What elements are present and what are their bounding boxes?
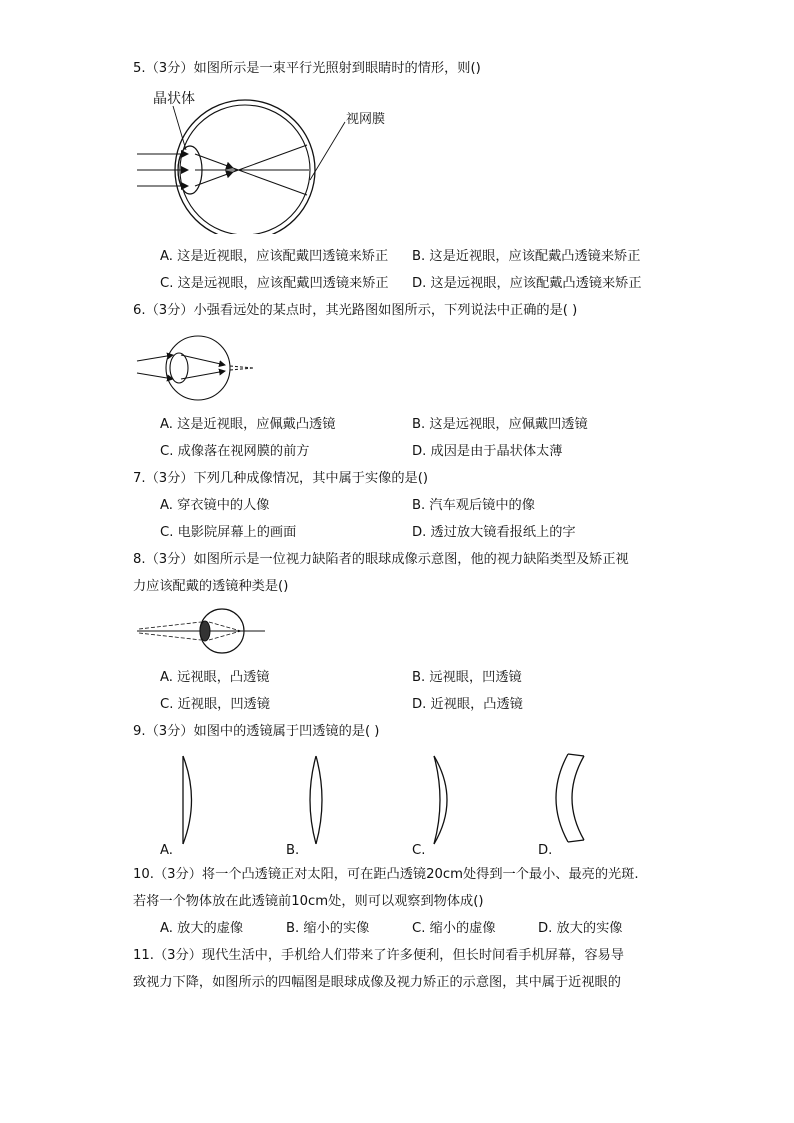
lens-d-figure: [556, 754, 584, 842]
q8-option-c: C. 近视眼，凹透镜: [160, 697, 270, 712]
q9-label-b: B.: [286, 843, 300, 858]
q6-eye-figure: [133, 330, 263, 406]
q7-option-d: D. 透过放大镜看报纸上的字: [412, 525, 576, 540]
q5-eye-figure: [133, 84, 393, 234]
q8-option-d: D. 近视眼，凸透镜: [412, 697, 523, 712]
q8-option-b: B. 远视眼，凹透镜: [412, 670, 522, 685]
q8-stem-line2: 力应该配戴的透镜种类是(): [133, 579, 289, 594]
q10-option-c: C. 缩小的虚像: [412, 921, 496, 936]
q10-option-d: D. 放大的实像: [538, 921, 623, 936]
q6-stem: 6.（3分）小强看远处的某点时，其光路图如图所示，下列说法中正确的是( ): [133, 303, 578, 318]
lens-b-figure: [310, 756, 322, 844]
q9-label-a: A.: [160, 843, 173, 858]
q6-option-c: C. 成像落在视网膜的前方: [160, 444, 310, 459]
lens-c-figure: [434, 756, 447, 844]
q9-stem: 9.（3分）如图中的透镜属于凹透镜的是( ): [133, 724, 380, 739]
q11-stem-line1: 11.（3分）现代生活中，手机给人们带来了许多便利，但长时间看手机屏幕，容易导: [133, 948, 624, 963]
q5-option-d: D. 这是远视眼，应该配戴凸透镜来矫正: [412, 276, 642, 291]
q8-eye-figure: [133, 605, 268, 657]
q7-option-a: A. 穿衣镜中的人像: [160, 498, 270, 513]
q8-stem-line1: 8.（3分）如图所示是一位视力缺陷者的眼球成像示意图，他的视力缺陷类型及矫正视: [133, 552, 629, 567]
q8-option-a: A. 远视眼，凸透镜: [160, 670, 270, 685]
q10-stem-line1: 10.（3分）将一个凸透镜正对太阳，可在距凸透镜20cm处得到一个最小、最亮的光斑.: [133, 867, 639, 882]
q5-label-retina: 视网膜: [346, 112, 386, 127]
lens-a-figure: [183, 756, 192, 844]
q10-option-b: B. 缩小的实像: [286, 921, 370, 936]
q5-label-lens: 晶状体: [153, 91, 195, 107]
q7-stem: 7.（3分）下列几种成像情况，其中属于实像的是(): [133, 471, 429, 486]
q11-stem-line2: 致视力下降，如图所示的四幅图是眼球成像及视力矫正的示意图，其中属于近视眼的: [133, 975, 621, 990]
q9-lens-figures: [140, 750, 600, 860]
q9-label-d: D.: [538, 843, 553, 858]
q10-stem-line2: 若将一个物体放在此透镜前10cm处，则可以观察到物体成(): [133, 894, 484, 909]
q6-option-b: B. 这是远视眼，应佩戴凹透镜: [412, 417, 588, 432]
q5-option-b: B. 这是近视眼，应该配戴凸透镜来矫正: [412, 249, 641, 264]
q7-option-b: B. 汽车观后镜中的像: [412, 498, 535, 513]
q5-stem: 5.（3分）如图所示是一束平行光照射到眼睛时的情形，则(): [133, 61, 481, 76]
q5-option-a: A. 这是近视眼，应该配戴凹透镜来矫正: [160, 249, 389, 264]
q9-label-c: C.: [412, 843, 426, 858]
q5-option-c: C. 这是远视眼，应该配戴凹透镜来矫正: [160, 276, 389, 291]
q6-option-d: D. 成因是由于晶状体太薄: [412, 444, 563, 459]
q6-option-a: A. 这是近视眼，应佩戴凸透镜: [160, 417, 336, 432]
q10-option-a: A. 放大的虚像: [160, 921, 244, 936]
q7-option-c: C. 电影院屏幕上的画面: [160, 525, 297, 540]
